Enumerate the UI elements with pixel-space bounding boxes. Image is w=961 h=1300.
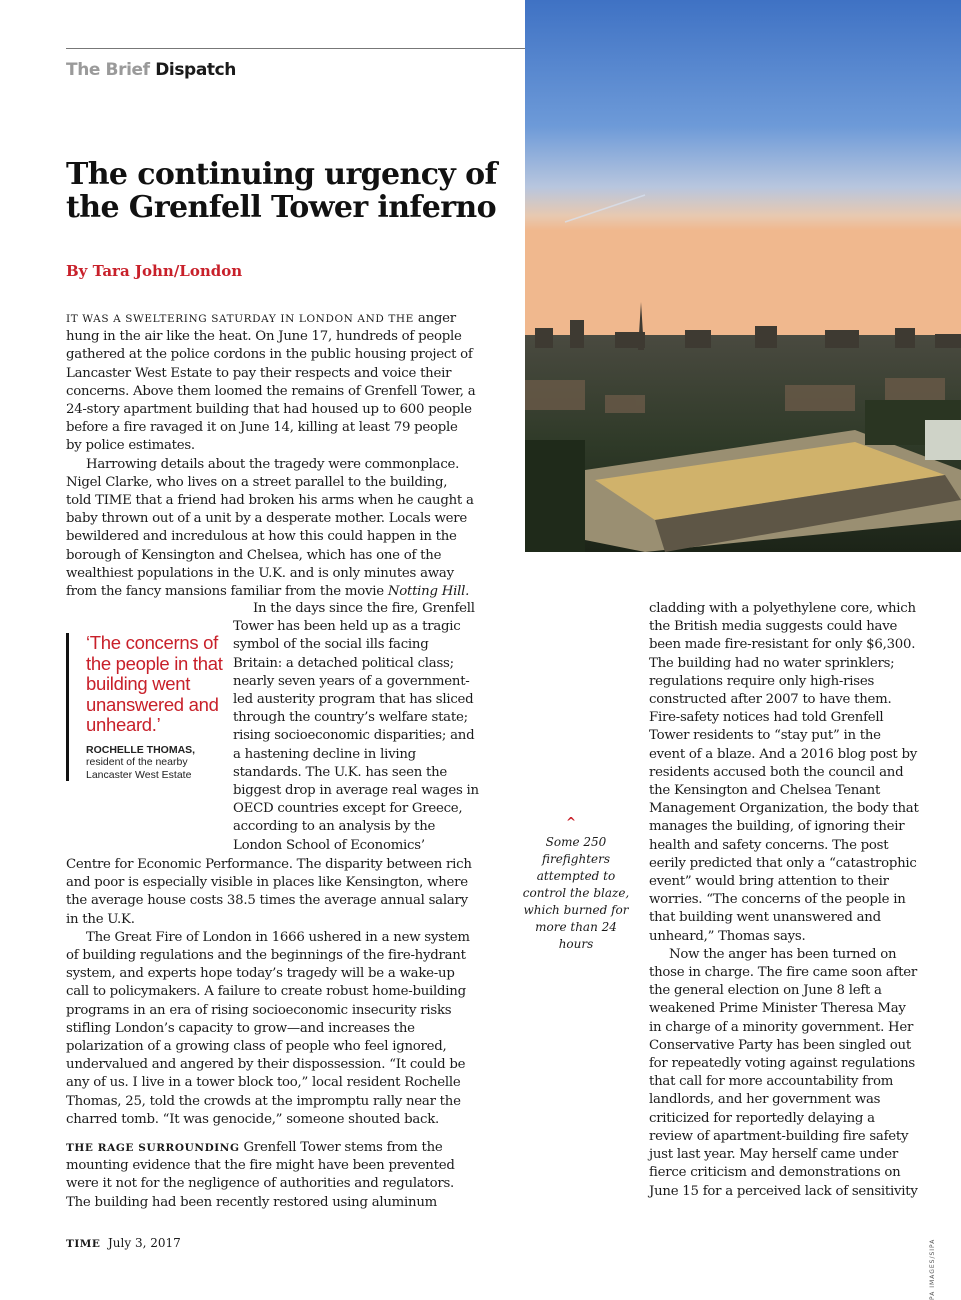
section-dispatch: Dispatch (155, 60, 236, 80)
headline: The continuing urgency of the Grenfell Tower inferno (66, 157, 497, 225)
paragraph-4: The Great Fire of London in 1666 ushered in a new system of building regulations and the beginnings of the fire-hydrant system, and experts hope today’s tragedy will be a wake-up call to policymakers. A failure to create robust home-building programs in an era of rising socioeconomic insecurity risks stifling London’s capacity to grow—and increases the polarization of a growing class of people who feel ignored, undervalued and angered by their dispossession. “It could be any of us. I live in a tower block too,” local resident Rochelle Thomas, 25, told the crowds at the impromptu rally near the charred tomb. “It was genocide,” someone shouted back. (66, 929, 470, 1127)
photo-caption: Some 250 firefighters attempted to control the blaze, which burned for more than 24 hours (522, 835, 630, 951)
pull-quote-box (66, 633, 236, 781)
paragraph-2-body: Harrowing details about the tragedy were commonplace. Nigel Clarke, who lives on a street parallel to the building, told TIME that a friend had broken his arms when he caught a baby thrown out of a unit by a desperate mother. Locals were bewildered and incredulous at how this could happen in the borough of Kensington and Chelsea, which has one of the wealthiest populations in the U.K. and is only minutes away from the fancy mansions familiar from the movie (66, 456, 474, 600)
pull-quote-attribution (86, 744, 236, 782)
paragraph-1 (66, 310, 476, 456)
magazine-name: TIME (66, 1238, 101, 1250)
paragraph-1-body: anger hung in the air like the heat. On June 17, hundreds of people gathered at the police cordons in the public housing project of Lancaster West Estate to pay their respects and voice their concerns. Above them loomed the remains of Grenfell Tower, a 24-story apartment building that had housed up to 600 people before a fire ravaged it on June 14, killing at least 79 people by police estimates. (66, 311, 476, 454)
paragraph-1-lead: IT WAS A SWELTERING SATURDAY IN LONDON AND THE (66, 313, 414, 325)
pull-quote-desc: resident of the nearby Lancaster West Estate (86, 756, 192, 781)
column2-paragraph-2: Now the anger has been turned on those in charge. The fire came soon after the general election on June 8 left a weakened Prime Minister Theresa May in charge of a minority government. Her Conservative Party has been singled out for repeatedly voting against regulations that call for more accountability from landlords, and her government was criticized for reportedly delaying a review of apartment-building fire safety just last year. May herself came under fierce criticism and demonstrations on June 15 for a perceived lack of sensitivity (649, 946, 918, 1199)
paragraph-2 (66, 456, 476, 602)
issue-date: July 3, 2017 (108, 1236, 181, 1250)
column1-bottom (66, 856, 476, 1212)
paragraph-5-body: Grenfell Tower stems from the mounting evidence that the fire might have been prevented were it not for the negligence of authorities and regulators. The building had been recently restored using aluminum (66, 1140, 455, 1210)
photo-credit: PA IMAGES/SIPA (929, 1238, 936, 1300)
column1-top (66, 310, 476, 601)
section-label (66, 60, 236, 80)
page-footer (66, 1236, 181, 1250)
paragraph-5-lead: THE RAGE SURROUNDING (66, 1142, 240, 1155)
byline: By Tara John/London (66, 262, 243, 280)
pull-quote-text: ‘The concerns of the people in that building went unanswered and unheard.’ (86, 632, 223, 735)
section-brief: The Brief (66, 60, 150, 80)
caret-up-icon: ^ (566, 815, 577, 829)
column1-narrow (233, 600, 479, 855)
movie-title: Notting Hill. (387, 584, 470, 600)
column2 (649, 600, 919, 1201)
paragraph-3-part2: Centre for Economic Performance. The disparity between rich and poor is especially visible in places like Kensington, where the average house costs 38.5 times the average annual salary in the U.K. (66, 857, 472, 927)
top-rule (66, 48, 525, 49)
aerial-photo (525, 0, 961, 552)
paragraph-5 (66, 1139, 476, 1212)
column2-paragraph-1: cladding with a polyethylene core, which the British media suggests could have been made fire-resistant for only $6,300. The building had no water sprinklers; regulations require only high-rises constructed after 2007 to have them. Fire-safety notices had told Grenfell Tower residents to “stay put” in the event of a blaze. And a 2016 blog post by residents accused both the council and the Kensington and Chelsea Tenant Management Organization, the body that manages the building, of ignoring their health and safety concerns. The post eerily predicted that only a “catastrophic event” would bring attention to their worries. “The concerns of the people in that building went unanswered and unheard,” Thomas says. (649, 601, 919, 944)
pull-quote-name: ROCHELLE THOMAS, (86, 743, 196, 756)
paragraph-3-part1: In the days since the fire, Grenfell Tower has been held up as a tragic symbol of the social ills facing Britain: a detached political class; nearly seven years of a government-led austerity program that has sliced through the country’s welfare state; rising socioeconomic disparities; and a hastening decline in living standards. The U.K. has seen the biggest drop in average real wages in OECD countries except for Greece, according to an analysis by the London School of Economics’ (233, 601, 479, 853)
